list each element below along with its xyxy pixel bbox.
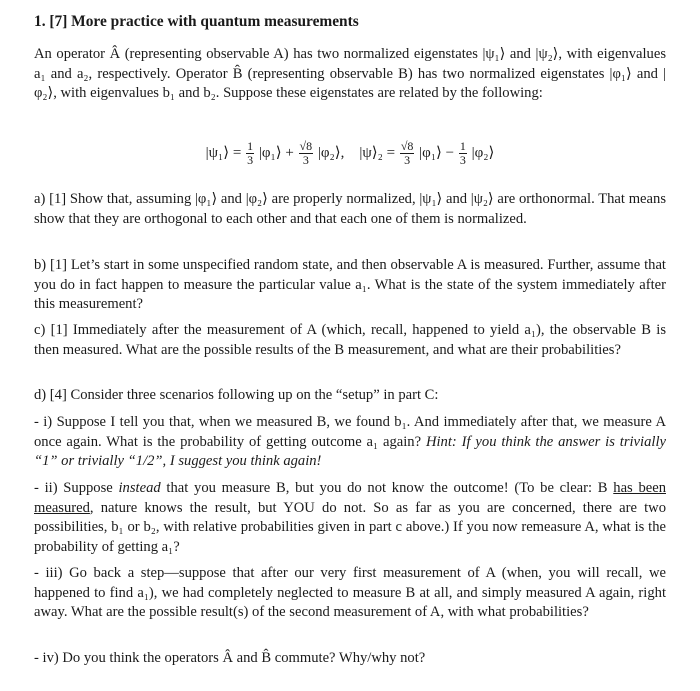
part-d-ii-instead: instead — [118, 480, 161, 496]
part-d: d) [4] Consider three scenarios following up on the “setup” in part C: — [34, 387, 439, 403]
part-d-ii-post: , nature knows the result, but YOU do not. So as far as you are concerned, there are two possibilities, b₁ or b₂, with relative probabilities given in part c above.) If you now remeasure A, what is the probability of getting a₁? — [34, 499, 666, 555]
eq-term-phi1-a: |φ₁⟩ + — [258, 144, 294, 161]
eq-lhs-psi2: |ψ⟩₂ = — [359, 144, 396, 161]
fraction-root8-third-b: $\frac{√8}{3}$ — [400, 139, 414, 167]
part-d-ii-pre: - ii) Suppose — [34, 480, 113, 496]
eigenstate-equations — [0, 140, 700, 167]
part-d-ii-mid: that you measure B, but you do not know the outcome! (To be clear: B — [166, 480, 608, 496]
eq-term-phi2-a: |φ₂⟩, — [317, 144, 345, 161]
part-d-i-hint: Hint: If you think the answer is trivially “1” or trivially “1/2”, I suggest you think again! — [34, 433, 666, 470]
part-d-ii-underlined: has been measured — [34, 480, 666, 516]
part-d-iii: - iii) Go back a step—suppose that after our very first measurement of A (when, you will recall, we happened to find a₁), we had completely neglected to measure B at all, and simply measured A again, right away. What are the possible result(s) of the second measurement of A, with what probabilities? — [34, 565, 666, 621]
part-b: b) [1] Let’s start in some unspecified random state, and then observable A is measured. Further, assume that you do in fact happen to measure the particular value a₁. What is the state of the system immediately after this measurement? — [34, 257, 666, 313]
problem-intro: An operator Â (representing observable A) has two normalized eigenstates |ψ₁⟩ and |ψ₂⟩, with eigenvalues a₁ and a₂, respectively. Operator B̂ (representing observable B) has two normalized eigenstates |φ₁⟩ and |φ₂⟩, with eigenvalues b₁ and b₂. Suppose these eigenstates are related by the following: — [34, 46, 666, 102]
part-d-iv: - iv) Do you think the operators Â and B̂ commute? Why/why not? — [34, 650, 426, 666]
eq-term-phi1-b: |φ₁⟩ − — [419, 144, 455, 161]
problem-title: 1. [7] More practice with quantum measurements — [34, 13, 359, 30]
fraction-one-third-b: $\frac{1}{3}$ — [459, 139, 466, 167]
part-d-i — [34, 413, 666, 472]
fraction-root8-third-a: $\frac{√8}{3}$ — [299, 139, 313, 167]
eq-lhs-psi1: |ψ₁⟩ = — [205, 144, 242, 161]
part-d-i-text: - i) Suppose I tell you that, when we measured B, we found b₁. And immediately after that, we measure A once again. What is the probability of getting outcome a₁ again? — [34, 414, 666, 450]
eq-term-phi2-b: |φ₂⟩ — [471, 144, 495, 161]
part-c: c) [1] Immediately after the measurement of A (which, recall, happened to yield a₁), the observable B is then measured. What are the possible results of the B measurement, and what are their probabilities? — [34, 322, 666, 358]
fraction-one-third-a: $\frac{1}{3}$ — [247, 139, 254, 167]
part-a: a) [1] Show that, assuming |φ₁⟩ and |φ₂⟩ are properly normalized, |ψ₁⟩ and |ψ₂⟩ are orthonormal. That means show that they are orthogonal to each other and that each one of them is normalized. — [34, 191, 666, 227]
part-d-ii — [34, 479, 666, 557]
